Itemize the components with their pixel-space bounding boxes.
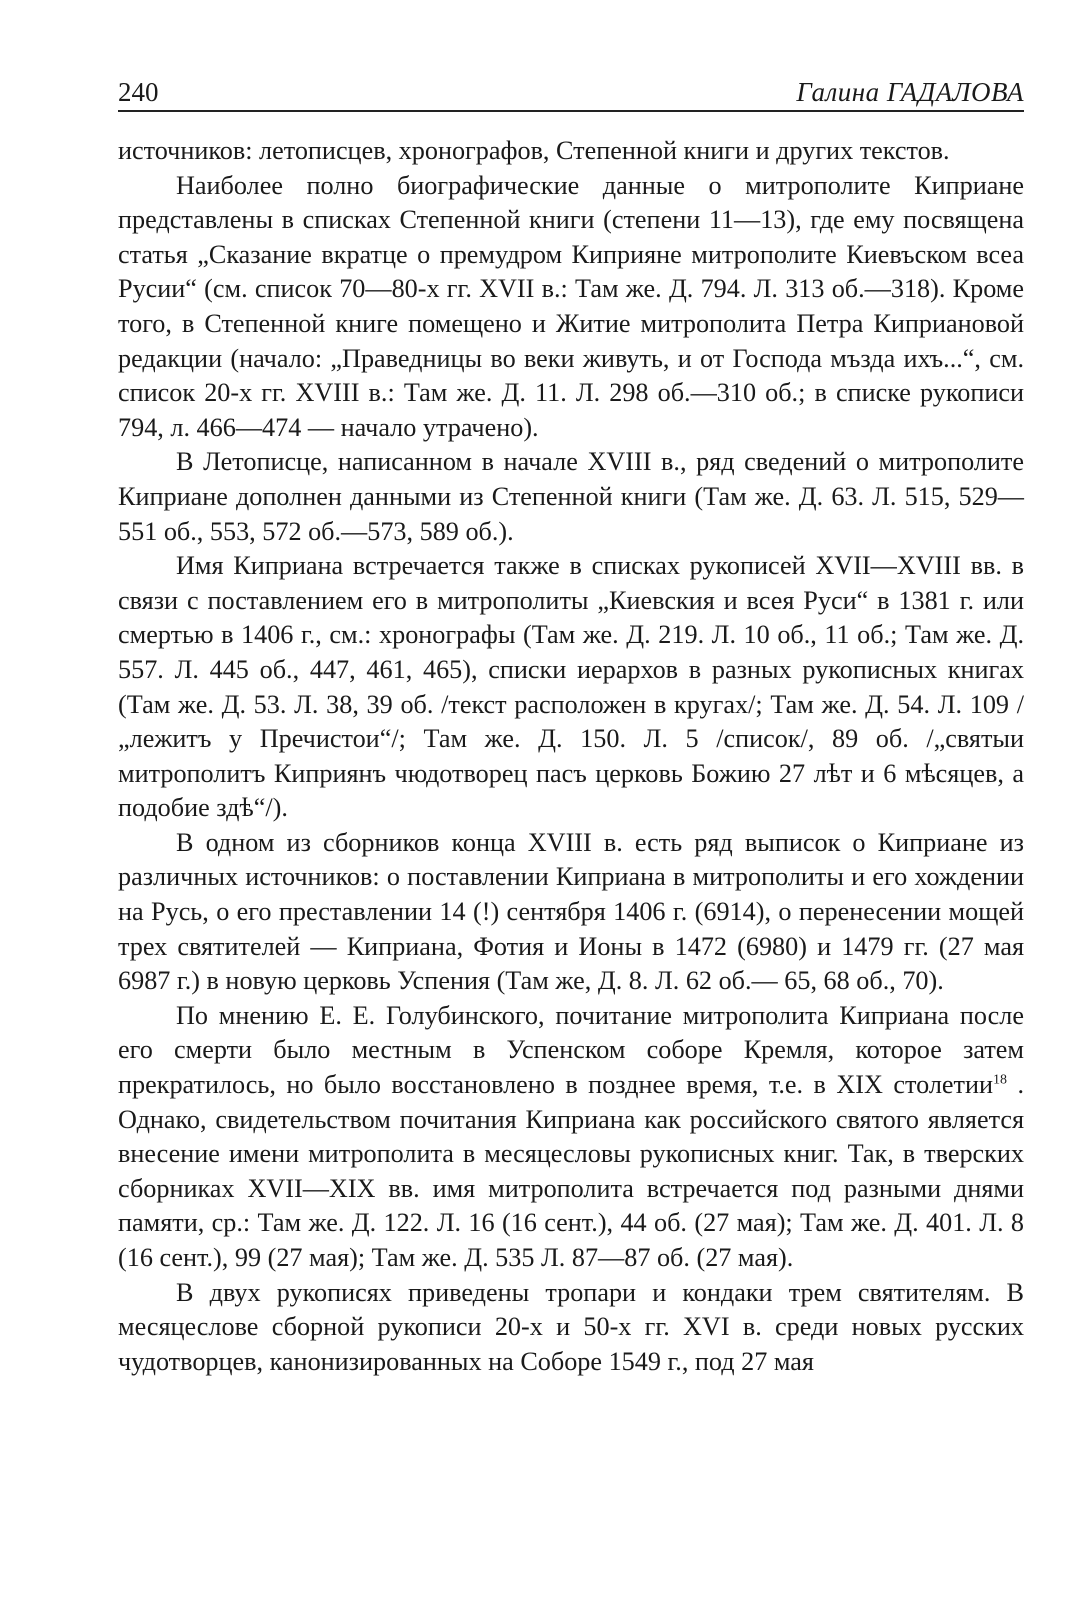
paragraph-6-text-start: По мнению Е. Е. Голубинского, почитание митрополита Киприана после его смерти было местным в Успенском соборе Кремля, которое затем прекратилось, но было восстановлено в позднее время, т.е. в XIX столетии xyxy=(118,1000,1024,1100)
paragraph-7: В двух рукописях приведены тропари и кондаки трем святителям. В месяцеслове сборной рукописи 20-х и 50-х гг. XVI в. среди новых русских чудотворцев, канонизированных на Соборе 1549 г., под 27 мая xyxy=(118,1277,1024,1376)
paragraph-2: Наиболее полно биографические данные о митрополите Киприане представлены в списках Степенной книги (степени 11—13), где ему посвящена статья „Сказание вкратце о премудром Киприяне митрополите Киевъском всеа Русии“ (см. список 70—80-х гг. XVII в.: Там же. Д. 794. Л. 313 об.—318). Кроме того, в Степенной книге помещено и Житие митрополита Петра Киприановой редакции (начало: „Праведницы во веки живуть, и от Господа мъзда ихъ...“, см. список 20-х гг. XVIII в.: Там же. Д. 11. Л. 298 об.—310 об.; в списке рукописи 794, л. 466—474 — начало утрачено). xyxy=(118,170,1024,442)
paragraph-4: Имя Киприана встречается также в списках рукописей XVII—XVIII вв. в связи с поставлением его в митрополиты „Киевския и всея Руси“ в 1381 г. или смертью в 1406 г., см.: хронографы (Там же. Д. 219. Л. 10 об., 11 об.; Там же. Д. 557. Л. 445 об., 447, 461, 465), списки иерархов в разных рукописных книгах (Там же. Д. 53. Л. 38, 39 об. /текст расположен в кругах/; Там же. Д. 54. Л. 109 /„лежитъ у Пречистои“/; Там же. Д. 150. Л. 5 /список/, 89 об. /„святыи митрополитъ Киприянъ чюдотворец пасъ церковь Божию 27 лѣт и 6 мѣсяцев, а подобие здѣ“/). xyxy=(118,551,1024,823)
paragraph-6-text-end: . Однако, свидетельством почитания Киприана как российского святого является внесение имени митрополита в месяцесловы рукописных книг. Так, в тверских сборниках XVII—XIX вв. имя митрополита встречается под разными днями памяти, ср.: Там же. Д. 122. Л. 16 (16 сент.), 44 об. (27 мая); Там же. Д. 401. Л. 8 (16 сент.), 99 (27 мая); Там же. Д. 535 Л. 87—87 об. (27 мая). xyxy=(118,1070,1024,1272)
paragraph-5: В одном из сборников конца XVIII в. есть ряд выписок о Киприане из различных источников: о поставлении Киприана в митрополиты и его хождении на Русь, о его преставлении 14 (!) сентября 1406 г. (6914), о перенесении мощей трех святителей — Киприана, Фотия и Ионы в 1472 (6980) и 1479 гг. (27 мая 6987 г.) в новую церковь Успения (Там же, Д. 8. Л. 62 об.— 65, 68 об., 70). xyxy=(118,827,1024,996)
paragraph-3: В Летописце, написанном в начале XVIII в., ряд сведений о митрополите Киприане дополнен данными из Степенной книги (Там же. Д. 63. Л. 515, 529—551 об., 553, 572 об.—573, 589 об.). xyxy=(118,447,1024,546)
body-text xyxy=(118,134,1024,1379)
paragraph-6 xyxy=(118,999,1024,1276)
running-head-author: Галина ГАДАЛОВА xyxy=(796,77,1024,107)
book-page xyxy=(118,70,1024,1379)
running-header xyxy=(118,70,1024,112)
footnote-marker: 18 xyxy=(993,1072,1007,1088)
paragraph-1: источников: летописцев, хронографов, Степенной книги и других текстов. xyxy=(118,136,950,165)
page-number: 240 xyxy=(118,77,159,107)
